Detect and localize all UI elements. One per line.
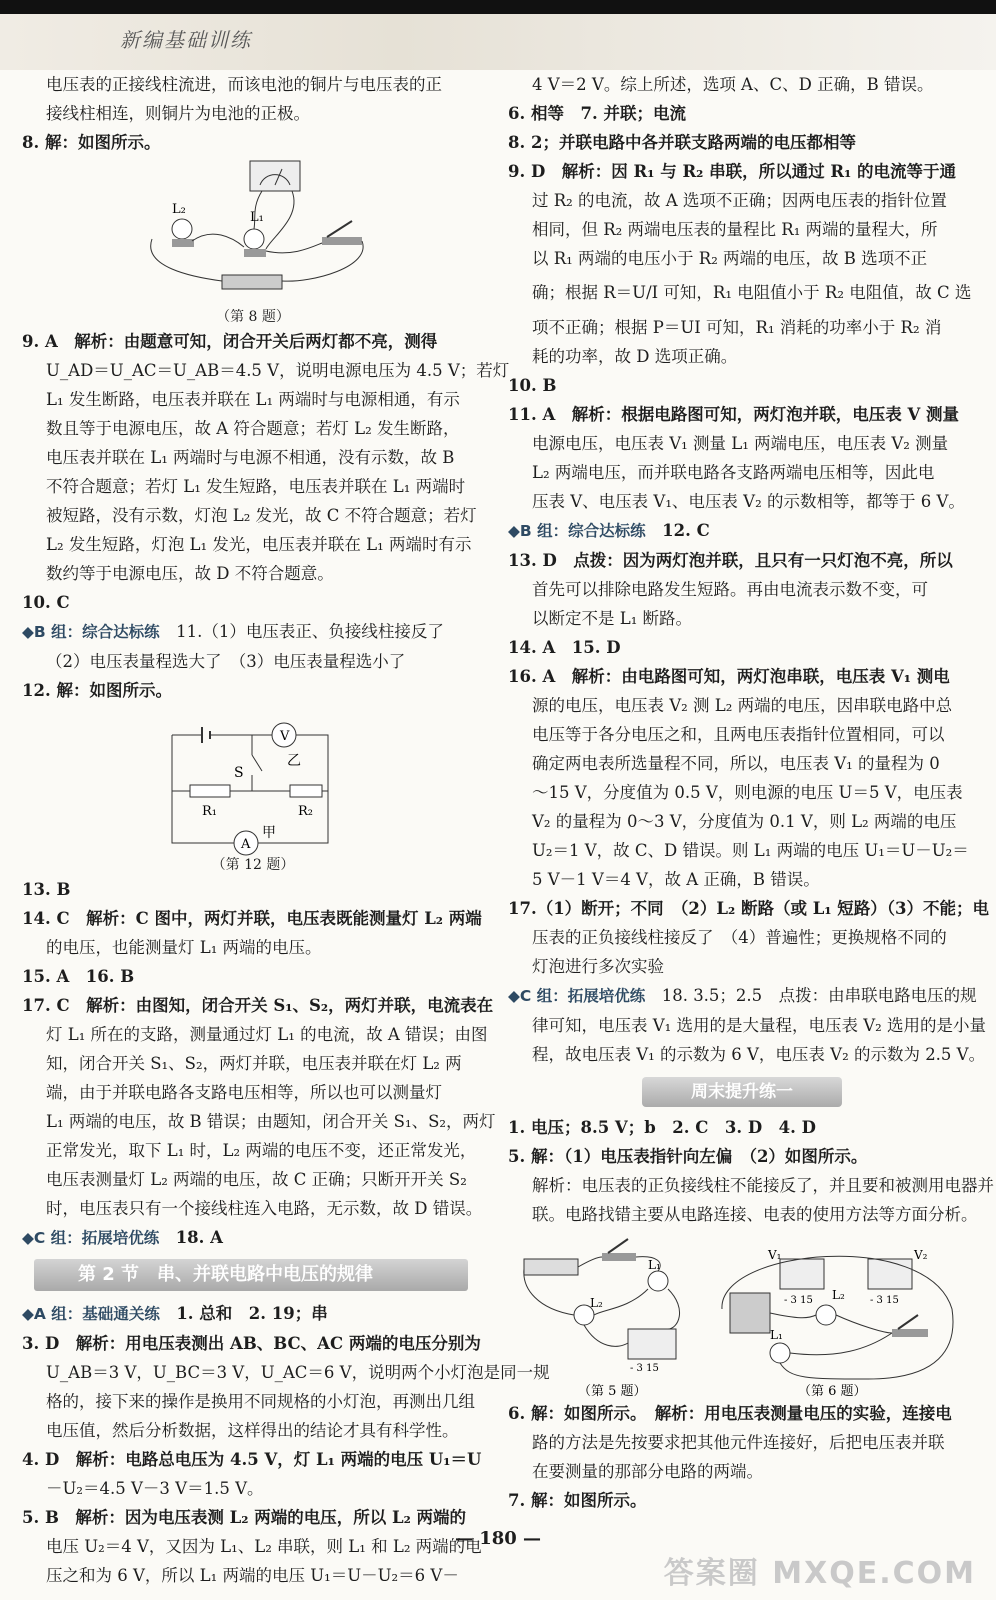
text-line: L₂ 两端电压，而并联电路各支路两端电压相等，因此电 — [532, 463, 935, 482]
group-b-label: ◆B 组：综合达标练 — [508, 522, 646, 540]
label-a: A — [241, 837, 251, 852]
weekend-questions-1-4: 1. 电压；8.5 V；b 2. C 3. D 4. D — [508, 1118, 816, 1137]
bulb-l1-icon — [770, 1343, 790, 1363]
question-5-line: 5. B 解析：因为电压表测 L₂ 两端的电压，所以 L₂ 两端的 — [22, 1508, 467, 1527]
question-12: 12. C — [662, 521, 710, 540]
text-line: 电压表并联在 L₁ 两端时与电源不相通，没有示数，故 B — [46, 448, 455, 467]
circuit-diagram-12 — [22, 705, 484, 855]
text-line: （2）电压表量程选大了 （3）电压表量程选小了 — [46, 652, 406, 671]
scale-label: - 3 15 — [784, 1295, 813, 1306]
bulb-l1-icon — [648, 1271, 668, 1291]
group-a-label: ◆A 组：基础通关练 — [22, 1305, 160, 1323]
text-line: 端，由于并联电路各支路电压相等，所以也可以测量灯 — [46, 1083, 442, 1102]
voltmeter-icon — [250, 161, 300, 191]
text-line: 正常发光，取下 L₁ 时，L₂ 两端的电压不变，还正常发光， — [46, 1141, 477, 1160]
question-14-line: 14. C 解析：C 图中，两灯并联，电压表既能测量灯 L₂ 两端 — [22, 909, 482, 928]
question-11: 11.（1）电压表正、负接线柱接反了 — [176, 622, 444, 641]
group-c-label: ◆C 组：拓展培优练 — [22, 1229, 160, 1247]
text-line: 接线柱相连，则铜片为电池的正极。 — [46, 104, 310, 123]
circuit-diagrams-5-6 — [508, 1229, 976, 1399]
text-line: 数约等于电源电压，故 D 不符合题意。 — [46, 564, 334, 583]
question-10: 10. C — [22, 593, 70, 612]
questions-14-15: 14. A 15. D — [508, 638, 621, 657]
question-17-line: 17. C 解析：由图知，闭合开关 S₁、S₂，两灯并联，电流表在 — [22, 996, 494, 1015]
figure-8 — [22, 157, 484, 307]
text-line: 时，电压表只有一个接线柱连入电路，无示数，故 D 错误。 — [46, 1199, 483, 1218]
text-line: 4 V＝2 V。综上所述，选项 A、C、D 正确，B 错误。 — [532, 75, 934, 94]
label-v: V — [280, 729, 290, 744]
top-black-bar — [0, 0, 996, 14]
text-line: 电压 U₂＝4 V，又因为 L₁、L₂ 串联，则 L₁ 和 L₂ 两端的电 — [46, 1537, 482, 1556]
text-line: 相同，但 R₂ 两端电压表的量程比 R₁ 两端的量程大，所 — [532, 220, 938, 239]
text-line: 路的方法是先按要求把其他元件连接好，后把电压表并联 — [532, 1433, 945, 1452]
circuit-diagram-8 — [22, 157, 484, 307]
text-line: 5 V－1 V＝4 V，故 A 正确，B 错误。 — [532, 870, 820, 889]
label-s: S — [234, 765, 244, 781]
figure-12-caption: （第 12 题） — [211, 857, 295, 873]
text-line: 在要测量的那部分电路的两端。 — [532, 1462, 763, 1481]
text-line: 律可知，电压表 V₁ 选用的是大量程，电压表 V₂ 选用的是小量 — [532, 1016, 987, 1035]
question-8: 8. 2；并联电路中各并联支路两端的电压都相等 — [508, 133, 856, 152]
figure-8-caption: （第 8 题） — [216, 309, 290, 325]
text-line: 压之和为 6 V，所以 L₁ 两端的电压 U₁＝U－U₂＝6 V－ — [46, 1566, 459, 1585]
text-line: 以 R₁ 两端的电压小于 R₂ 两端的电压，故 B 选项不正 — [532, 249, 928, 268]
label-l2: L₂ — [172, 202, 186, 217]
text-line: 灯泡进行多次实验 — [532, 957, 664, 976]
page-header-title: 新编基础训练 — [120, 28, 252, 52]
question-9-line: 9. D 解析：因 R₁ 与 R₂ 串联，所以通过 R₁ 的电流等于通 — [508, 162, 957, 181]
weekend-question-7: 7. 解：如图所示。 — [508, 1491, 647, 1510]
text-line: L₁ 两端的电压，故 B 错误；由题知，闭合开关 S₁、S₂，两灯 — [46, 1112, 496, 1131]
text-line: 确；根据 R＝U/I 可知，R₁ 电阻值小于 R₂ 电阻值，故 C 选 — [532, 283, 972, 302]
voltmeter-icon — [628, 1329, 676, 1359]
right-column — [508, 70, 994, 1515]
label-r1: R₁ — [202, 804, 217, 819]
text-line: U_AD＝U_AC＝U_AB＝4.5 V，说明电源电压为 4.5 V；若灯 — [46, 361, 510, 380]
text-line: 电压表的正接线柱流进，而该电池的铜片与电压表的正 — [46, 75, 442, 94]
text-line: 压表 V、电压表 V₁、电压表 V₂ 的示数相等，都等于 6 V。 — [532, 492, 965, 511]
text-line: L₁ 发生断路，电压表并联在 L₁ 两端时与电源相通，有示 — [46, 390, 460, 409]
text-line: 电压表测量灯 L₂ 两端的电压，故 C 正确；只断开开关 S₂ — [46, 1170, 467, 1189]
text-line: 解析：电压表的正负接线柱不能接反了，并且要和被测用电器并 — [532, 1176, 994, 1195]
scale-label: - 3 15 — [870, 1295, 899, 1306]
question-13-line: 13. D 点拨：因为两灯泡并联，且只有一只灯泡不亮，所以 — [508, 551, 953, 570]
question-15-16: 15. A 16. B — [22, 967, 135, 986]
question-12: 12. 解：如图所示。 — [22, 681, 172, 700]
text-line: 的电压，也能测量灯 L₁ 两端的电压。 — [46, 938, 322, 957]
resistor-r2-icon — [290, 785, 322, 797]
label-v1: V₁ — [768, 1248, 782, 1262]
label-l1: L₁ — [770, 1328, 783, 1342]
question-9-line: 9. A 解析：由题意可知，闭合开关后两灯都不亮，测得 — [22, 332, 438, 351]
weekend-practice-title: 周末提升练一 — [642, 1077, 842, 1107]
questions-1-2: 1. 总和 2. 19；串 — [176, 1304, 328, 1323]
text-line: 确定两电表所选量程不同，所以，电压表 V₁ 的量程为 0 — [532, 754, 940, 773]
group-c-label: ◆C 组：拓展培优练 — [508, 987, 646, 1005]
figures-5-6 — [508, 1229, 976, 1399]
group-b-label: ◆B 组：综合达标练 — [22, 623, 160, 641]
text-line: 知，闭合开关 S₁、S₂，两灯并联，电压表并联在灯 L₂ 两 — [46, 1054, 462, 1073]
text-line: 格的，接下来的操作是换用不同规格的小灯泡，再测出几组 — [46, 1392, 475, 1411]
label-l1: L₁ — [648, 1258, 661, 1272]
figure-6-caption: （第 6 题） — [798, 1384, 867, 1399]
question-10: 10. B — [508, 376, 557, 395]
question-18-line: 18. 3.5；2.5 点拨：由串联电路电压的规 — [661, 986, 977, 1005]
question-13: 13. B — [22, 880, 71, 899]
text-line: 耗的功率，故 D 选项正确。 — [532, 347, 738, 366]
question-17-line: 17.（1）断开；不同 （2）L₂ 断路（或 L₁ 短路）（3）不能；电 — [508, 899, 990, 918]
text-line: 压表的正负接线柱接反了 （4）普遍性；更换规格不同的 — [532, 928, 947, 947]
text-line: V₂ 的量程为 0～3 V，分度值为 0.1 V，则 L₂ 两端的电压 — [532, 812, 957, 831]
text-line: 项不正确；根据 P＝UI 可知，R₁ 消耗的功率小于 R₂ 消 — [532, 318, 942, 337]
weekend-question-6-line: 6. 解：如图所示。 解析：用电压表测量电压的实验，连接电 — [508, 1404, 952, 1423]
text-line: －U₂＝4.5 V－3 V＝1.5 V。 — [46, 1479, 264, 1498]
question-16-line: 16. A 解析：由电路图可知，两灯泡串联，电压表 V₁ 测电 — [508, 667, 950, 686]
figure-5-caption: （第 5 题） — [578, 1384, 647, 1399]
question-4-line: 4. D 解析：电路总电压为 4.5 V，灯 L₁ 两端的电压 U₁＝U — [22, 1450, 482, 1469]
text-line: 首先可以排除电路发生短路。再由电流表示数不变，可 — [532, 580, 928, 599]
text-line: U_AB＝3 V，U_BC＝3 V，U_AC＝6 V，说明两个小灯泡是同一规 — [46, 1363, 550, 1382]
figure-12 — [22, 705, 484, 855]
text-line: 被短路，没有示数，灯泡 L₂ 发光，故 C 不符合题意；若灯 — [46, 506, 477, 525]
scale-label: - 3 15 — [630, 1363, 659, 1374]
text-line: L₂ 发生短路，灯泡 L₁ 发光，电压表并联在 L₁ 两端时有示 — [46, 535, 472, 554]
label-l2: L₂ — [832, 1288, 845, 1302]
weekend-question-5: 5. 解：（1）电压表指针向左偏 （2）如图所示。 — [508, 1147, 868, 1166]
label-l2: L₂ — [590, 1296, 603, 1310]
battery-icon — [222, 275, 282, 289]
switch-icon — [892, 1329, 928, 1337]
page-number: — 180 — — [454, 1528, 542, 1549]
battery-icon — [524, 1259, 578, 1275]
question-3-line: 3. D 解析：用电压表测出 AB、BC、AC 两端的电压分别为 — [22, 1334, 481, 1353]
text-line: 电压等于各分电压之和，且两电压表指针位置相同，可以 — [532, 725, 945, 744]
text-line: 不符合题意；若灯 L₁ 发生短路，电压表并联在 L₁ 两端时 — [46, 477, 466, 496]
battery-icon — [730, 1293, 770, 1333]
bulb-l1-icon — [244, 229, 264, 249]
bulb-l2-icon — [816, 1305, 836, 1325]
text-line: 灯 L₁ 所在的支路，测量通过灯 L₁ 的电流，故 A 错误；由图 — [46, 1025, 488, 1044]
text-line: 以断定不是 L₁ 断路。 — [532, 609, 693, 628]
questions-6-7: 6. 相等 7. 并联；电流 — [508, 104, 686, 123]
question-11-line: 11. A 解析：根据电路图可知，两灯泡并联，电压表 V 测量 — [508, 405, 960, 424]
label-l1: L₁ — [250, 210, 264, 225]
text-line: 联。电路找错主要从电路连接、电表的使用方法等方面分析。 — [532, 1205, 978, 1224]
bulb-l2-icon — [172, 219, 192, 239]
switch-icon — [602, 1253, 636, 1261]
text-line: U₂＝1 V，故 C、D 错误。则 L₁ 两端的电压 U₁＝U－U₂＝ — [532, 841, 969, 860]
text-line: 电源电压，电压表 V₁ 测量 L₁ 两端电压，电压表 V₂ 测量 — [532, 434, 949, 453]
text-line: 过 R₂ 的电流，故 A 选项不正确；因两电压表的指针位置 — [532, 191, 947, 210]
voltmeter-v2-icon — [868, 1259, 912, 1289]
text-line: 电压值，然后分析数据，这样得出的结论才具有科学性。 — [46, 1421, 459, 1440]
voltmeter-v1-icon — [780, 1259, 824, 1289]
question-8: 8. 解：如图所示。 — [22, 133, 161, 152]
label-jia: 甲 — [262, 825, 276, 841]
section-title: 第 2 节 串、并联电路中电压的规律 — [34, 1259, 468, 1291]
text-line: 源的电压，电压表 V₂ 测 L₂ 两端的电压，因串联电路中总 — [532, 696, 953, 715]
switch-icon — [252, 735, 262, 791]
watermark-logo: 答案圈 MXQE.COM — [663, 1556, 976, 1591]
label-r2: R₂ — [298, 804, 313, 819]
switch-icon — [322, 237, 362, 245]
text-line: 数且等于电源电压，故 A 符合题意；若灯 L₂ 发生断路， — [46, 419, 460, 438]
resistor-r1-icon — [190, 785, 230, 797]
text-line: 程，故电压表 V₁ 的示数为 6 V，电压表 V₂ 的示数为 2.5 V。 — [532, 1045, 986, 1064]
label-v2: V₂ — [914, 1248, 928, 1262]
text-line: ～15 V，分度值为 0.5 V，则电源的电压 U＝5 V，电压表 — [532, 783, 963, 802]
question-18: 18. A — [175, 1228, 223, 1247]
label-yi: 乙 — [287, 753, 301, 769]
